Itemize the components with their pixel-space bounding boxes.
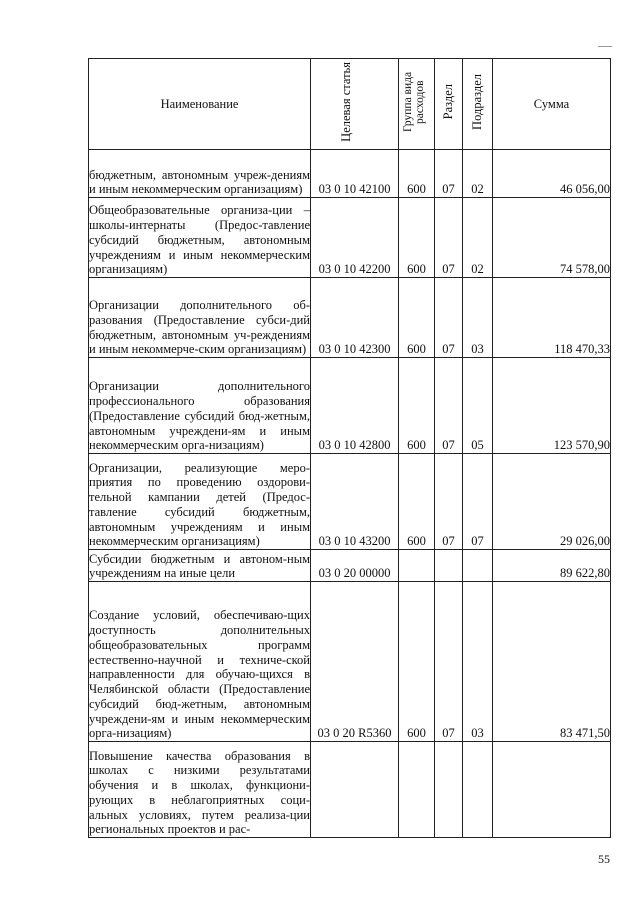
row-subsection: 05 — [463, 358, 493, 454]
row-subsection — [463, 742, 493, 838]
row-section — [435, 550, 463, 582]
table-row — [89, 150, 611, 198]
header-group: Группа вида расходов — [399, 59, 435, 150]
row-section: 07 — [435, 278, 463, 358]
row-code — [311, 742, 399, 838]
row-name: Субсидии бюджетным и автоном-ным учреждениям на иные цели — [89, 551, 310, 581]
row-sum: 118 470,33 — [493, 278, 611, 358]
header-name: Наименование — [89, 59, 311, 150]
table-row — [89, 358, 611, 454]
row-subsection — [463, 550, 493, 582]
row-group — [399, 550, 435, 582]
row-group: 600 — [399, 454, 435, 550]
row-name: Организации дополнительного об-разования (Предоставление субси-дий бюджетным, автономным уч-реждениям и иным некоммерче-ским организациям) — [89, 278, 311, 358]
row-code: 03 0 10 42200 — [311, 198, 399, 278]
table-row — [89, 278, 611, 358]
table-row — [89, 550, 611, 582]
row-code: 03 0 10 42100 — [311, 150, 399, 198]
scan-mark — [598, 46, 612, 47]
row-group: 600 — [399, 278, 435, 358]
row-name: Организации дополнительного профессионального образования (Предоставление субсидий бюд-жетным, автономным учреждени-ям и иным некоммерческим орга-низациям) — [89, 358, 311, 454]
row-code: 03 0 10 43200 — [311, 454, 399, 550]
header-section: Раздел — [435, 59, 463, 150]
row-section: 07 — [435, 198, 463, 278]
row-code: 03 0 10 42300 — [311, 278, 399, 358]
row-sum: 46 056,00 — [493, 150, 611, 198]
row-name: Создание условий, обеспечиваю-щих доступность дополнительных общеобразовательных программ естественно-научной и техниче-ской направленности для обучаю-щихся в Челябинской области (Предоставление субсидий бюд-жетным, автономным учреждени-ям и иным некоммерческим орга-низациям) — [89, 582, 311, 742]
row-name: Повышение качества образования в школах с низкими результатами обучения и в школах, функциони-рующих в неблагоприятных соци-альных условиях, путем реализа-ции региональных проектов и рас- — [89, 742, 311, 838]
row-sum: 83 471,50 — [493, 582, 611, 742]
row-sum: 29 026,00 — [493, 454, 611, 550]
row-sum: 74 578,00 — [493, 198, 611, 278]
page-number: 55 — [598, 852, 610, 866]
row-name: Организации, реализующие меро-приятия по проведению оздорови-тельной кампании детей (Предос-тавление субсидий бюджетным, автономным учреждениям и иным некоммерческим организациям) — [89, 454, 311, 550]
row-group: 600 — [399, 358, 435, 454]
row-code: 03 0 10 42800 — [311, 358, 399, 454]
row-group: 600 — [399, 150, 435, 198]
table-header-row — [89, 59, 611, 150]
table-row — [89, 198, 611, 278]
row-section: 07 — [435, 454, 463, 550]
row-subsection: 03 — [463, 582, 493, 742]
row-sum — [493, 742, 611, 838]
header-sum: Сумма — [493, 59, 611, 150]
row-section: 07 — [435, 358, 463, 454]
row-sum: 123 570,90 — [493, 358, 611, 454]
header-code: Целевая статья — [311, 59, 399, 150]
row-section: 07 — [435, 150, 463, 198]
row-subsection: 02 — [463, 198, 493, 278]
row-name: бюджетным, автономным учреж-дениям и иным некоммерческим организациям) — [89, 150, 311, 198]
row-subsection: 02 — [463, 150, 493, 198]
row-code: 03 0 20 R5360 — [311, 582, 399, 742]
row-group: 600 — [399, 198, 435, 278]
row-subsection: 07 — [463, 454, 493, 550]
row-sum: 89 622,80 — [493, 550, 611, 582]
row-section: 07 — [435, 582, 463, 742]
row-section — [435, 742, 463, 838]
table-row — [89, 454, 611, 550]
row-group: 600 — [399, 582, 435, 742]
header-subsection: Подраздел — [463, 59, 493, 150]
row-subsection: 03 — [463, 278, 493, 358]
row-name: Общеобразовательные организа-ции – школы-интернаты (Предос-тавление субсидий бюджетным, автономным учреждениям и иным некоммерческим организациям) — [89, 198, 311, 278]
table-row — [89, 582, 611, 742]
row-group — [399, 742, 435, 838]
table-row — [89, 742, 611, 838]
row-code: 03 0 20 00000 — [311, 550, 399, 582]
budget-table — [88, 58, 611, 838]
